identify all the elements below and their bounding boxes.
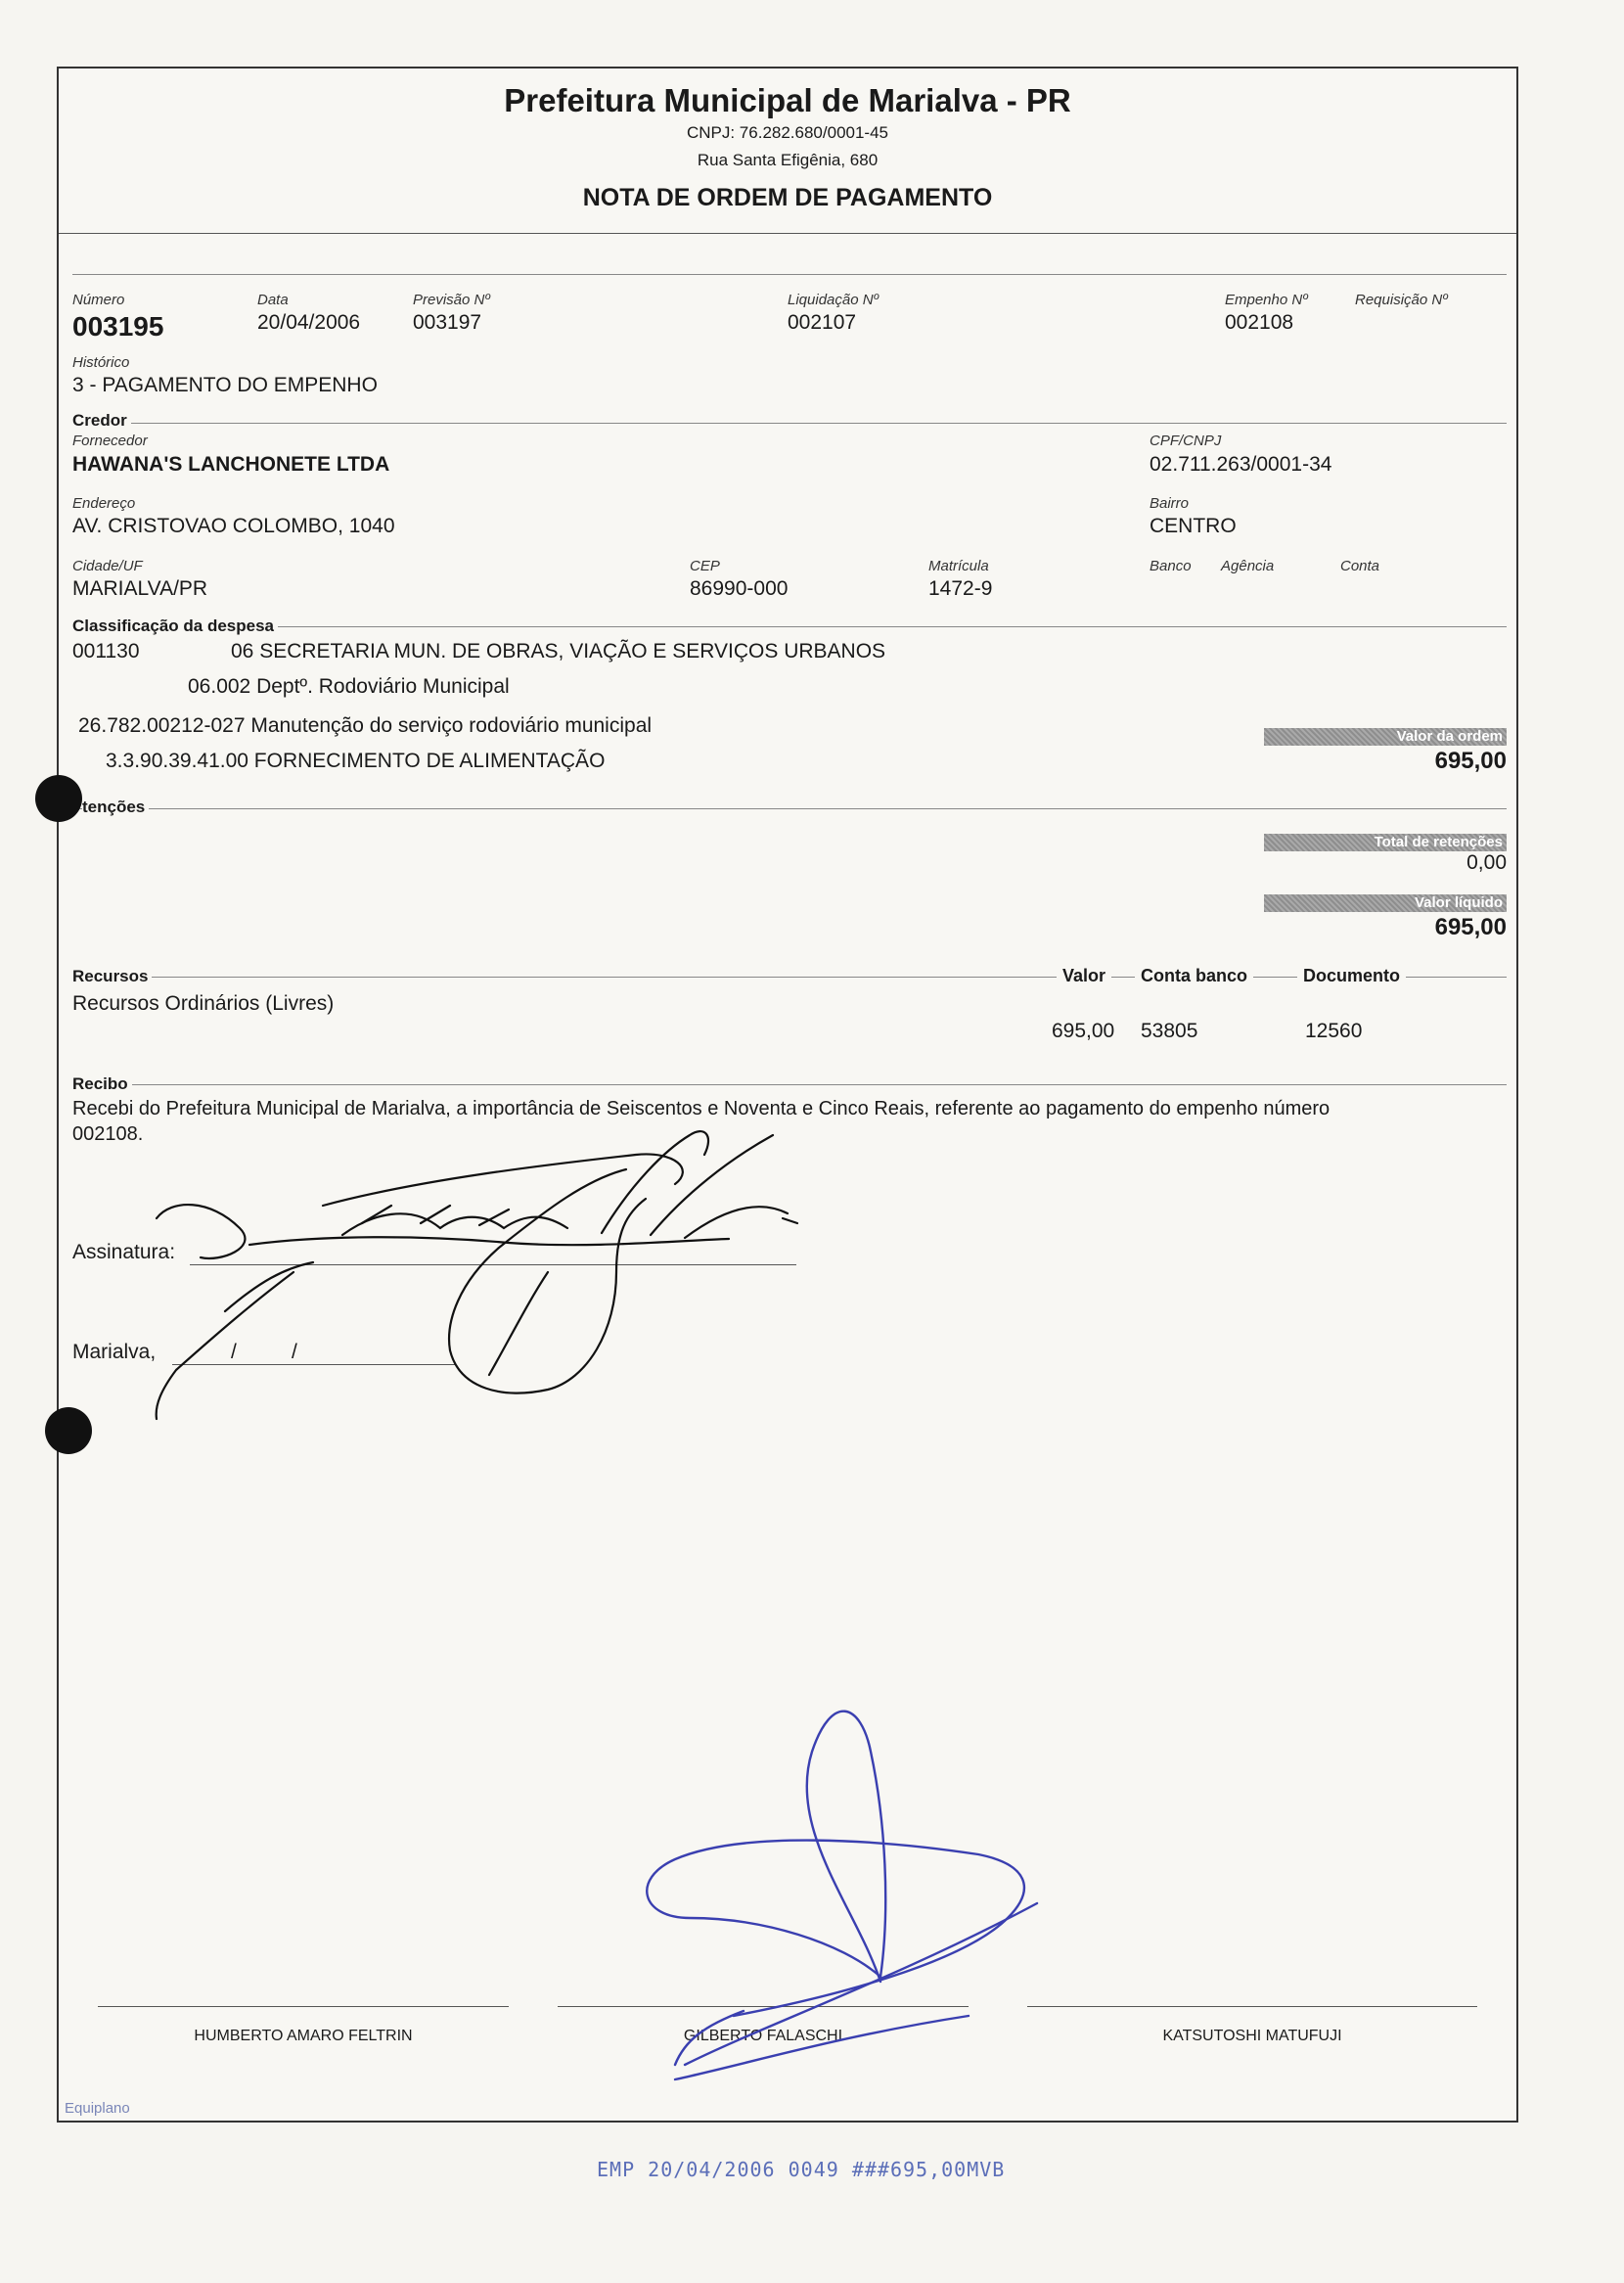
- local-label: Marialva,: [72, 1341, 157, 1363]
- ident-divider: [72, 274, 1507, 275]
- cep-value: 86990-000: [690, 577, 789, 600]
- signatory-line-2: [558, 2006, 969, 2007]
- conta-label: Conta: [1340, 558, 1380, 574]
- liquidacao-label: Liquidação Nº: [788, 292, 880, 308]
- historico-value: 3 - PAGAMENTO DO EMPENHO: [72, 374, 378, 396]
- municipality-title: Prefeitura Municipal de Marialva - PR: [504, 82, 1071, 118]
- signatory-line-1: [98, 2006, 509, 2007]
- previsao-label: Previsão Nº: [413, 292, 490, 308]
- numero-value: 003195: [72, 311, 164, 342]
- valor-liquido-value: 695,00: [1434, 914, 1507, 940]
- cidade-label: Cidade/UF: [72, 558, 143, 574]
- punch-hole-top: [35, 775, 82, 822]
- numero-label: Número: [72, 292, 125, 308]
- credor-divider: [72, 423, 1507, 424]
- punch-hole-bottom: [45, 1407, 92, 1454]
- valor-liquido-label: Valor líquido: [1264, 894, 1507, 912]
- historico-label: Histórico: [72, 354, 130, 371]
- classificacao-divider: [72, 626, 1507, 627]
- assinatura-label: Assinatura:: [72, 1241, 176, 1263]
- valor-ordem-label: Valor da ordem: [1264, 728, 1507, 746]
- payment-order-form: [57, 67, 1518, 2123]
- valor-ordem-value: 695,00: [1434, 748, 1507, 774]
- date-sep-1: /: [231, 1341, 237, 1363]
- cidade-value: MARIALVA/PR: [72, 577, 208, 600]
- signatory-name-1: HUMBERTO AMARO FELTRIN: [194, 2028, 413, 2044]
- classificacao-section-label: Classificação da despesa: [72, 616, 278, 636]
- classificacao-org: 06 SECRETARIA MUN. DE OBRAS, VIAÇÃO E SERVIÇOS URBANOS: [231, 640, 886, 662]
- valor-column-header: Valor: [1057, 966, 1111, 986]
- liquidacao-value: 002107: [788, 311, 857, 334]
- previsao-value: 003197: [413, 311, 482, 334]
- authentication-stamp: EMP 20/04/2006 0049 ###695,00MVB: [597, 2158, 1006, 2181]
- retencoes-section-label: tenções: [82, 798, 149, 817]
- recursos-fonte: Recursos Ordinários (Livres): [72, 992, 335, 1015]
- recibo-text-line1: Recebi do Prefeitura Municipal de Marialva, a importância de Seiscentos e Noventa e Cinco Reais, referente ao pagamento do empenho número: [72, 1098, 1331, 1119]
- recursos-section-label: Recursos: [72, 967, 152, 986]
- matricula-value: 1472-9: [928, 577, 993, 600]
- equiplano-brand: Equiplano: [65, 2100, 130, 2117]
- recursos-conta: 53805: [1141, 1020, 1198, 1042]
- matricula-label: Matrícula: [928, 558, 989, 574]
- header-divider: [59, 233, 1516, 234]
- date-sep-2: /: [292, 1341, 297, 1363]
- address-line: Rua Santa Efigênia, 680: [697, 151, 879, 169]
- banco-label: Banco: [1150, 558, 1192, 574]
- cep-label: CEP: [690, 558, 720, 574]
- retencoes-divider: [72, 808, 1507, 809]
- classificacao-program: 26.782.00212-027 Manutenção do serviço rodoviário municipal: [78, 714, 653, 737]
- agencia-label: Agência: [1221, 558, 1275, 574]
- fornecedor-label: Fornecedor: [72, 433, 148, 449]
- documento-column-header: Documento: [1297, 966, 1406, 986]
- cnpj-line: CNPJ: 76.282.680/0001-45: [686, 123, 889, 142]
- recursos-valor: 695,00: [1052, 1020, 1115, 1042]
- conta-banco-column-header: Conta banco: [1135, 966, 1253, 986]
- assinatura-line: [190, 1264, 796, 1265]
- cpf-label: CPF/CNPJ: [1150, 433, 1222, 449]
- empenho-value: 002108: [1225, 311, 1294, 334]
- recibo-text-line2: 002108.: [72, 1123, 144, 1145]
- recursos-divider: [72, 977, 1507, 978]
- cpf-value: 02.711.263/0001-34: [1150, 453, 1332, 476]
- requisicao-label: Requisição Nº: [1355, 292, 1448, 308]
- recibo-divider: [72, 1084, 1507, 1085]
- classificacao-code: 001130: [72, 640, 140, 662]
- bairro-label: Bairro: [1150, 495, 1190, 512]
- data-value: 20/04/2006: [257, 311, 361, 334]
- recursos-documento: 12560: [1305, 1020, 1363, 1042]
- empenho-label: Empenho Nº: [1225, 292, 1308, 308]
- total-retencoes-value: 0,00: [1466, 851, 1507, 874]
- credor-section-label: Credor: [72, 411, 131, 431]
- signatory-name-2: GILBERTO FALASCHI: [683, 2028, 843, 2044]
- classificacao-unit: 06.002 Deptº. Rodoviário Municipal: [188, 675, 510, 698]
- signatory-line-3: [1027, 2006, 1477, 2007]
- endereco-value: AV. CRISTOVAO COLOMBO, 1040: [72, 515, 395, 537]
- data-label: Data: [257, 292, 289, 308]
- recibo-section-label: Recibo: [72, 1074, 132, 1094]
- signatory-name-3: KATSUTOSHI MATUFUJI: [1162, 2028, 1342, 2044]
- fornecedor-value: HAWANA'S LANCHONETE LTDA: [72, 453, 390, 476]
- bairro-value: CENTRO: [1150, 515, 1237, 537]
- date-line: [172, 1364, 456, 1365]
- classificacao-element: 3.3.90.39.41.00 FORNECIMENTO DE ALIMENTAÇÃO: [106, 750, 606, 772]
- document-title: NOTA DE ORDEM DE PAGAMENTO: [582, 184, 993, 211]
- endereco-label: Endereço: [72, 495, 136, 512]
- total-retencoes-label: Total de retenções: [1264, 834, 1507, 851]
